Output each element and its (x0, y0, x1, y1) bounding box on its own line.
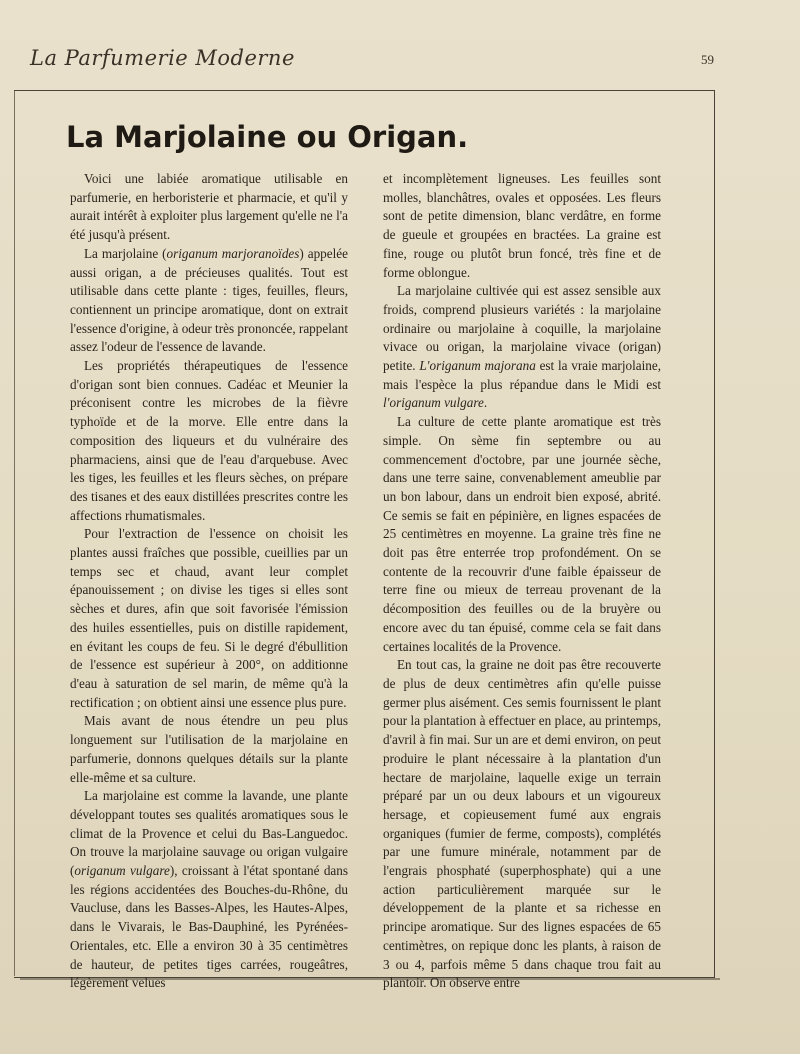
paragraph: Les propriétés thérapeutiques de l'essence d'origan sont bien connues. Cadéac et Meunier la préconisent contre les microbes de la fièvre typhoïde et de la morve. Elle entre dans la composition des liqueurs et du vulnéraire des pharmaciens, ainsi que de l'eau d'arquebuse. Avec les tiges, les feuilles et les fleurs sèches, on prépare des tisanes et des eaux distillées prescrites contre les affections rhumatismales. (70, 358, 348, 523)
left-column (70, 170, 348, 993)
running-header (28, 44, 718, 78)
paragraph: La marjolaine cultivée qui est assez sensible aux froids, comprend plusieurs variétés : la marjolaine ordinaire ou marjolaine à coquille, la marjolaine vivace ou origan, la marjolaine vivace (origan) petite. L'origanum majorana est la vraie marjolaine, mais l'espèce la plus répandue dans le Midi est l'origanum vulgare. (383, 283, 662, 411)
paragraph: En tout cas, la graine ne doit pas être recouverte de plus de deux centimètres afin qu'elle puisse germer plus aisément. Ces semis fournissent le plant pour la plantation à effectuer en place, au printemps, d'avril à fin mai. Sur un are et demi environ, on peut produire le plant nécessaire à la plantation d'un hectare de marjolaine, laquelle exige un terrain préparé par un ou deux labours et un vigoureux hersage, et copieusement fumé aux engrais organiques (fumier de ferme, composts), complétés par une fumure minérale, notamment par de l'engrais phosphaté (superphosphate) qui a une action particulièrement marquée sur le développement de la plante et sa richesse en principe aromatique. Sur des lignes espacées de 65 centimètres, on repique donc les plants, à raison de 3 ou 4, parfois même 5 dans chaque trou fait au plantoir. On observe entre (383, 657, 661, 991)
journal-title: La Parfumerie Moderne (30, 46, 295, 70)
paragraph: La marjolaine est comme la lavande, une plante développant toutes ses qualités aromatiques sous le climat de la Provence et celui du Bas-Languedoc. On trouve la marjolaine sauvage ou origan vulgaire (origanum vulgare), croissant à l'état spontané dans les régions accidentées des Bouches-du-Rhône, du Vaucluse, dans les Basses-Alpes, les Hautes-Alpes, dans le Vivarais, le Bas-Dauphiné, les Pyrénées-Orientales, etc. Elle a environ 30 à 35 centimètres de hauteur, de petites tiges carrées, rougeâtres, légèrement velues (70, 788, 348, 991)
page-number: 59 (701, 52, 714, 67)
paragraph: La marjolaine (origanum marjoranoïdes) appelée aussi origan, a de précieuses qualités. Tout est utilisable dans cette plante : tiges, feuilles, fleurs, contiennent un principe aromatique, dont on extrait l'essence d'origine, à odeur très prononcée, rappelant assez l'odeur de l'essence de lavande. (70, 245, 348, 355)
right-column (383, 170, 661, 993)
article-title: La Marjolaine ou Origan. (66, 120, 469, 154)
paragraph: Mais avant de nous étendre un peu plus longuement sur l'utilisation de la marjolaine en parfumerie, donnons quelques détails sur la plante elle-même et sa culture. (70, 713, 348, 785)
paragraph: Pour l'extraction de l'essence on choisit les plantes aussi fraîches que possible, cueillies par un temps sec et chaud, avant leur complet épanouissement ; on divise les tiges si elles sont sèches et dures, afin que soit favorisée l'émission des huiles essentielles, puis on distille rapidement, en évitant les coups de feu. Si le degré d'ébullition de l'essence est supérieur à 200°, on additionne d'eau à saturation de sel marin, de même qu'à la rectification ; on obtient ainsi une essence plus pure. (70, 526, 348, 710)
paragraph: La culture de cette plante aromatique est très simple. On sème fin septembre ou au commencement d'octobre, par une journée sèche, dans une terre saine, convenablement ameublie par un bon labour, dans un endroit bien exposé, abrité. Ce semis se fait en pépinière, en lignes espacées de 25 centimètres en moyenne. La graine très fine ne doit pas être enterrée trop profondément. On se contente de la recouvrir d'une faible épaisseur de terre fine ou mieux de terreau provenant de la décomposition des feuilles ou de la bruyère ou encore avec du tan épuisé, comme cela se fait dans certaines localités de la Provence. (383, 414, 661, 654)
paragraph: Voici une labiée aromatique utilisable en parfumerie, en herboristerie et pharmacie, et qu'il y aurait intérêt à exploiter plus largement qu'elle ne l'a été jusqu'à présent. (70, 171, 348, 243)
paragraph: et incomplètement ligneuses. Les feuilles sont molles, blanchâtres, ovales et opposées. Les fleurs sont de petite dimension, blanc verdâtre, en forme de gueule et groupées en bractées. La graine est fine, rouge ou plutôt brun foncé, très fine et de forme oblongue. (383, 171, 661, 280)
